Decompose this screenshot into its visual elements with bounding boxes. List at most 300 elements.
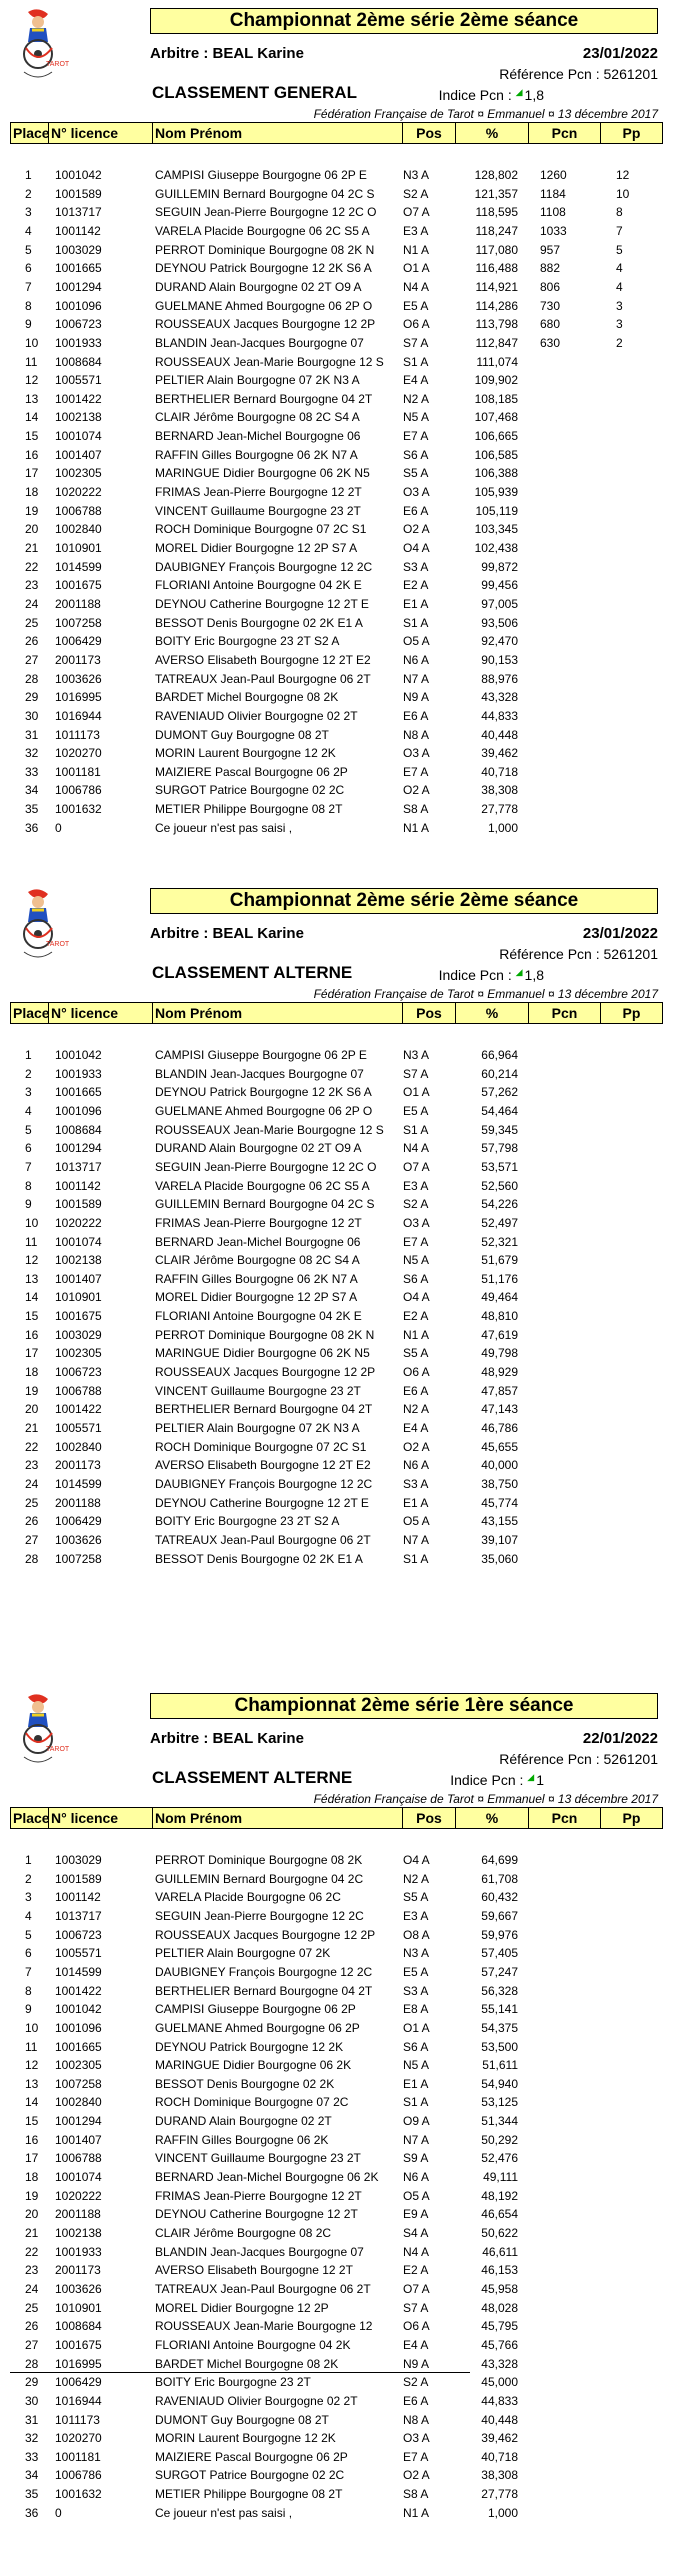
cell-licence: 1001665 xyxy=(55,1085,102,1100)
cell-place: 7 xyxy=(25,1964,32,1979)
cell-licence: 1020270 xyxy=(55,746,102,761)
cell-pos: N1 A xyxy=(403,2505,430,2520)
cell-licence: 1001407 xyxy=(55,447,102,462)
cell-licence: 1003029 xyxy=(55,1327,102,1342)
table-row xyxy=(0,1550,678,1568)
cell-nom: METIER Philippe Bourgogne 08 2T xyxy=(155,2487,343,2502)
table-row xyxy=(0,632,678,650)
table-row xyxy=(0,185,678,203)
table-row xyxy=(0,781,678,799)
cell-pct: 51,611 xyxy=(482,2058,518,2073)
cell-place: 6 xyxy=(25,1141,32,1156)
cell-pos: N7 A xyxy=(403,1532,430,1547)
cell-licence: 1002840 xyxy=(55,2095,102,2110)
cell-licence: 1003029 xyxy=(55,1853,102,1867)
table-row xyxy=(0,1982,678,2000)
cell-pct: 54,226 xyxy=(481,1197,518,1212)
cell-licence: 1010901 xyxy=(55,1290,102,1305)
cell-nom: SURGOT Patrice Bourgogne 02 2C xyxy=(155,783,345,798)
cell-nom: PELTIER Alain Bourgogne 07 2K xyxy=(155,1946,331,1961)
table-row xyxy=(0,819,678,837)
cell-pos: S2 A xyxy=(403,186,429,201)
cell-nom: FRIMAS Jean-Pierre Bourgogne 12 2T xyxy=(155,1215,362,1230)
cell-nom: PERROT Dominique Bourgogne 08 2K xyxy=(155,1853,363,1867)
cell-licence: 1001675 xyxy=(55,1309,102,1324)
cell-pct: 109,902 xyxy=(474,373,518,388)
cell-nom: ROUSSEAUX Jean-Marie Bourgogne 12 xyxy=(155,2319,373,2334)
table-row xyxy=(0,1400,678,1418)
table-row xyxy=(0,166,678,184)
cell-place: 28 xyxy=(25,1551,39,1566)
header-pct: % xyxy=(456,1808,529,1828)
cell-licence: 1001042 xyxy=(55,168,102,182)
table-row xyxy=(0,2504,678,2522)
cell-pos: E9 A xyxy=(403,2207,429,2222)
table-row xyxy=(0,2448,678,2466)
cell-pos: O9 A xyxy=(403,2114,430,2129)
cell-licence: 1001632 xyxy=(55,2487,102,2502)
cell-licence: 1001589 xyxy=(55,1197,102,1212)
cell-pos: E2 A xyxy=(403,1309,429,1324)
table-row xyxy=(0,1888,678,1906)
cell-pcn: 630 xyxy=(540,335,561,350)
cell-pcn: 1033 xyxy=(540,223,567,238)
cell-place: 19 xyxy=(25,2188,39,2203)
cell-licence: 1020222 xyxy=(55,485,102,499)
table-row xyxy=(0,2392,678,2410)
cell-licence: 1001632 xyxy=(55,802,102,817)
cell-place: 20 xyxy=(25,1402,39,1417)
cell-pct: 99,872 xyxy=(481,559,518,574)
cell-licence: 1006788 xyxy=(55,2151,102,2166)
cell-nom: RAFFIN Gilles Bourgogne 06 2K xyxy=(155,2132,329,2147)
cell-pos: N7 A xyxy=(403,2132,430,2147)
divider xyxy=(10,2372,470,2373)
cell-place: 3 xyxy=(25,1085,32,1100)
cell-place: 11 xyxy=(25,1234,38,1249)
cell-pct: 56,328 xyxy=(481,1983,518,1998)
cell-pct: 50,292 xyxy=(481,2132,518,2147)
header-place: Place xyxy=(13,1005,50,1021)
cell-pct: 38,308 xyxy=(481,2468,518,2483)
indice-pcn xyxy=(439,87,544,103)
cell-licence: 1001422 xyxy=(55,1402,102,1417)
cell-pct: 60,432 xyxy=(481,1890,518,1905)
cell-licence: 1001096 xyxy=(55,2020,102,2035)
cell-nom: FRIMAS Jean-Pierre Bourgogne 12 2T xyxy=(155,485,362,499)
cell-nom: SEGUIN Jean-Pierre Bourgogne 12 2C O xyxy=(155,205,377,220)
cell-pos: N2 A xyxy=(403,391,430,406)
cell-pct: 116,488 xyxy=(475,261,518,276)
table-row xyxy=(0,558,678,576)
indice-label: Indice Pcn : xyxy=(450,1772,524,1788)
table-row xyxy=(0,2075,678,2093)
cell-licence: 1005571 xyxy=(55,1421,102,1435)
cell-licence: 1001589 xyxy=(55,1871,102,1886)
cell-nom: FLORIANI Antoine Bourgogne 04 2K E xyxy=(155,1309,362,1324)
cell-licence: 1001294 xyxy=(55,279,102,294)
table-row xyxy=(0,2280,678,2298)
cell-licence: 1005571 xyxy=(55,373,102,388)
cell-nom: BARDET Michel Bourgogne 08 2K xyxy=(155,690,339,705)
indice-value: 1 xyxy=(536,1772,544,1788)
cell-nom: ROUSSEAUX Jacques Bourgogne 12 2P xyxy=(155,1927,376,1942)
cell-pos: E1 A xyxy=(403,2076,429,2091)
cell-place: 33 xyxy=(25,764,39,779)
section-title: Championnat 2ème série 1ère séance xyxy=(150,1693,658,1719)
cell-nom: ROCH Dominique Bourgogne 07 2C xyxy=(155,2095,349,2110)
cell-place: 30 xyxy=(25,708,39,723)
cell-place: 6 xyxy=(25,1946,32,1961)
classement-type: CLASSEMENT ALTERNE xyxy=(152,963,353,982)
cell-licence: 1006429 xyxy=(55,634,102,649)
cell-nom: BESSOT Denis Bourgogne 02 2K E1 A xyxy=(155,1551,363,1566)
cell-nom: GUILLEMIN Bernard Bourgogne 04 2C S xyxy=(155,186,375,201)
cell-pp: 4 xyxy=(616,261,623,276)
section-title: Championnat 2ème série 2ème séance xyxy=(150,888,658,914)
cell-pos: N3 A xyxy=(403,1946,430,1961)
cell-nom: DEYNOU Patrick Bourgogne 12 2K S6 A xyxy=(155,1085,372,1100)
cell-place: 36 xyxy=(25,2505,39,2520)
cell-licence: 1002840 xyxy=(55,522,102,537)
cell-pct: 105,939 xyxy=(474,485,518,499)
cell-pos: S2 A xyxy=(403,2375,429,2390)
cell-pct: 106,665 xyxy=(474,429,518,444)
cell-pos: N5 A xyxy=(403,2058,430,2073)
cell-pct: 39,462 xyxy=(481,2431,518,2446)
cell-nom: AVERSO Elisabeth Bourgogne 12 2T E2 xyxy=(155,652,371,667)
cell-place: 12 xyxy=(25,1253,39,1268)
table-row xyxy=(0,1307,678,1325)
table-row xyxy=(0,2243,678,2261)
cell-pos: O5 A xyxy=(403,634,430,649)
cell-licence: 1010901 xyxy=(55,2300,102,2315)
cell-place: 11 xyxy=(25,354,38,369)
cell-pct: 57,405 xyxy=(481,1946,518,1961)
cell-place: 9 xyxy=(25,317,32,332)
cell-pct: 47,857 xyxy=(481,1383,518,1398)
cell-licence: 1001675 xyxy=(55,2337,102,2352)
cell-nom: ROUSSEAUX Jacques Bourgogne 12 2P xyxy=(155,1365,376,1379)
cell-pct: 1,000 xyxy=(487,820,518,835)
table-row xyxy=(0,1382,678,1400)
table-row xyxy=(0,726,678,744)
cell-nom: BERNARD Jean-Michel Bourgogne 06 2K xyxy=(155,2170,379,2184)
cell-licence: 1003626 xyxy=(55,1532,102,1547)
cell-nom: BERTHELIER Bernard Bourgogne 04 2T xyxy=(155,1983,373,1998)
cell-licence: 2001173 xyxy=(55,2263,101,2278)
cell-place: 3 xyxy=(25,1890,32,1905)
cell-pct: 99,456 xyxy=(481,578,518,593)
cell-place: 16 xyxy=(25,2132,39,2147)
cell-place: 24 xyxy=(25,2282,39,2296)
cell-place: 19 xyxy=(25,503,39,518)
cell-place: 4 xyxy=(25,223,32,238)
cell-licence: 1003626 xyxy=(55,671,102,686)
table-row xyxy=(0,539,678,557)
cell-nom: VARELA Placide Bourgogne 06 2C xyxy=(155,1890,341,1905)
cell-pct: 49,111 xyxy=(483,2170,518,2184)
cell-licence: 1001096 xyxy=(55,298,102,313)
cell-nom: CAMPISI Giuseppe Bourgogne 06 2P E xyxy=(155,1048,367,1062)
cell-pct: 45,795 xyxy=(481,2319,518,2334)
cell-licence: 1001142 xyxy=(55,223,101,238)
table-row xyxy=(0,222,678,240)
cell-licence: 1007258 xyxy=(55,615,102,630)
cell-pct: 48,929 xyxy=(481,1365,518,1379)
federation-credit: Fédération Française de Tarot ¤ Emmanuel ¤ 13 décembre 2017 xyxy=(313,987,658,1001)
cell-licence: 1002305 xyxy=(55,1346,102,1361)
cell-place: 29 xyxy=(25,2375,39,2390)
cell-pos: S6 A xyxy=(403,2039,429,2054)
cell-pos: S1 A xyxy=(403,354,429,369)
cell-pct: 57,798 xyxy=(481,1141,518,1156)
cell-pos: N9 A xyxy=(403,2356,430,2371)
table-row xyxy=(0,2317,678,2335)
table-row xyxy=(0,1214,678,1232)
table-row xyxy=(0,1851,678,1869)
header-pp: Pp xyxy=(622,1005,641,1021)
cell-place: 17 xyxy=(25,1346,39,1361)
cell-pct: 106,585 xyxy=(474,447,518,462)
cell-nom: SEGUIN Jean-Pierre Bourgogne 12 2C O xyxy=(155,1159,377,1174)
cell-pos: N1 A xyxy=(403,820,430,835)
table-row xyxy=(0,297,678,315)
table-row xyxy=(0,2299,678,2317)
cell-licence: 1001933 xyxy=(55,2244,102,2259)
cell-pct: 61,708 xyxy=(481,1871,518,1886)
cell-pos: E2 A xyxy=(403,2263,429,2278)
header-pos: Pos xyxy=(403,123,456,143)
cell-pos: S3 A xyxy=(403,1477,429,1491)
cell-nom: GUELMANE Ahmed Bourgogne 06 2P xyxy=(155,2020,360,2035)
table-row xyxy=(0,2093,678,2111)
cell-nom: GUELMANE Ahmed Bourgogne 06 2P O xyxy=(155,298,373,313)
cell-nom: DAUBIGNEY François Bourgogne 12 2C xyxy=(155,1477,373,1491)
header-pos: Pos xyxy=(403,1003,456,1023)
cell-place: 16 xyxy=(25,447,39,462)
table-row xyxy=(0,1907,678,1925)
cell-pct: 108,185 xyxy=(474,391,518,406)
cell-pos: S5 A xyxy=(403,1346,429,1361)
cell-place: 5 xyxy=(25,242,32,257)
cell-pcn: 680 xyxy=(540,317,561,332)
cell-pos: E5 A xyxy=(403,1103,429,1118)
cell-nom: RAVENIAUD Olivier Bourgogne 02 2T xyxy=(155,2393,358,2408)
cell-pos: N2 A xyxy=(403,1871,430,1886)
cell-nom: DURAND Alain Bourgogne 02 2T O9 A xyxy=(155,1141,362,1156)
cell-licence: 1008684 xyxy=(55,354,102,369)
cell-pos: O1 A xyxy=(403,2020,430,2035)
cell-pct: 47,143 xyxy=(481,1402,518,1417)
cell-licence: 1001181 xyxy=(55,2449,101,2464)
arbitre-label: Arbitre : BEAL Karine xyxy=(150,1730,304,1747)
cell-nom: BOITY Eric Bourgogne 23 2T xyxy=(155,2375,311,2390)
cell-nom: SURGOT Patrice Bourgogne 02 2C xyxy=(155,2468,345,2483)
table-row xyxy=(0,1926,678,1944)
cell-licence: 1020222 xyxy=(55,1215,102,1230)
cell-pct: 48,028 xyxy=(481,2300,518,2315)
cell-pct: 46,153 xyxy=(481,2263,518,2278)
cell-licence: 1003626 xyxy=(55,2282,102,2296)
cell-pos: O4 A xyxy=(403,1853,430,1867)
cell-pos: O2 A xyxy=(403,1439,430,1454)
cell-pct: 38,750 xyxy=(481,1477,518,1491)
cell-licence: 1001042 xyxy=(55,2002,102,2017)
cell-pct: 51,344 xyxy=(481,2114,518,2129)
cell-place: 8 xyxy=(25,1178,32,1193)
table-row xyxy=(0,1270,678,1288)
table-row xyxy=(0,1158,678,1176)
cell-nom: RAFFIN Gilles Bourgogne 06 2K N7 A xyxy=(155,447,358,462)
table-row xyxy=(0,502,678,520)
cell-nom: VINCENT Guillaume Bourgogne 23 2T xyxy=(155,1383,361,1398)
cell-place: 2 xyxy=(25,186,32,201)
cell-marker-icon: ◢ xyxy=(515,87,523,97)
cell-pos: S6 A xyxy=(403,1271,429,1286)
header-place: Place xyxy=(13,125,50,141)
cell-place: 31 xyxy=(25,727,39,742)
table-row xyxy=(0,315,678,333)
table-row xyxy=(0,1065,678,1083)
cell-place: 25 xyxy=(25,2300,39,2315)
cell-licence: 1001042 xyxy=(55,1048,102,1062)
cell-pct: 53,500 xyxy=(481,2039,518,2054)
cell-nom: FLORIANI Antoine Bourgogne 04 2K E xyxy=(155,578,362,593)
table-row xyxy=(0,2168,678,2186)
cell-pos: N4 A xyxy=(403,2244,430,2259)
svg-text:TAROT: TAROT xyxy=(46,1746,70,1753)
cell-pct: 54,464 xyxy=(481,1103,518,1118)
cell-place: 21 xyxy=(25,541,39,555)
table-row xyxy=(0,1531,678,1549)
cell-place: 18 xyxy=(25,1365,39,1379)
cell-licence: 1002305 xyxy=(55,2058,102,2073)
cell-nom: GUELMANE Ahmed Bourgogne 06 2P O xyxy=(155,1103,373,1118)
cell-pos: E3 A xyxy=(403,1178,429,1193)
cell-nom: BERTHELIER Bernard Bourgogne 04 2T xyxy=(155,391,373,406)
cell-pos: N6 A xyxy=(403,2170,430,2184)
cell-place: 20 xyxy=(25,2207,39,2222)
cell-pct: 46,611 xyxy=(482,2244,518,2259)
federation-credit: Fédération Française de Tarot ¤ Emmanuel ¤ 13 décembre 2017 xyxy=(313,1792,658,1806)
cell-pct: 50,622 xyxy=(481,2226,518,2240)
cell-pct: 53,125 xyxy=(481,2095,518,2110)
cell-licence: 0 xyxy=(55,820,62,835)
cell-nom: MARINGUE Didier Bourgogne 06 2K N5 xyxy=(155,1346,370,1361)
cell-place: 5 xyxy=(25,1122,32,1137)
cell-pct: 49,798 xyxy=(481,1346,518,1361)
cell-place: 15 xyxy=(25,1309,39,1324)
cell-licence: 1007258 xyxy=(55,1551,102,1566)
cell-place: 26 xyxy=(25,1514,39,1529)
cell-pp: 10 xyxy=(616,186,630,201)
cell-pct: 43,328 xyxy=(481,2356,518,2371)
cell-pct: 59,976 xyxy=(481,1927,518,1942)
cell-pos: E7 A xyxy=(403,764,429,779)
cell-licence: 1006788 xyxy=(55,1383,102,1398)
cell-place: 4 xyxy=(25,1103,32,1118)
cell-pct: 48,192 xyxy=(481,2188,518,2203)
table-row xyxy=(0,464,678,482)
cell-pct: 59,667 xyxy=(481,1908,518,1923)
cell-nom: MOREL Didier Bourgogne 12 2P S7 A xyxy=(155,1290,358,1305)
cell-pp: 2 xyxy=(616,335,623,350)
cell-place: 13 xyxy=(25,391,39,406)
federation-credit: Fédération Française de Tarot ¤ Emmanuel ¤ 13 décembre 2017 xyxy=(313,107,658,121)
cell-pos: S3 A xyxy=(403,1983,429,1998)
cell-pos: E7 A xyxy=(403,1234,429,1249)
cell-nom: Ce joueur n'est pas saisi , xyxy=(155,2505,293,2520)
cell-place: 27 xyxy=(25,2337,39,2352)
header-pcn: Pcn xyxy=(529,1003,601,1023)
cell-place: 10 xyxy=(25,2020,39,2035)
cell-place: 13 xyxy=(25,1271,39,1286)
cell-pos: N3 A xyxy=(403,168,430,182)
cell-pct: 114,921 xyxy=(475,279,518,294)
table-row xyxy=(0,2056,678,2074)
cell-licence: 2001188 xyxy=(55,1495,101,1510)
cell-nom: ROCH Dominique Bourgogne 07 2C S1 xyxy=(155,1439,367,1454)
cell-place: 9 xyxy=(25,2002,32,2017)
cell-pos: S5 A xyxy=(403,466,429,481)
cell-pos: E2 A xyxy=(403,578,429,593)
header-nom: Nom Prénom xyxy=(153,1003,403,1023)
cell-place: 22 xyxy=(25,2244,39,2259)
cell-pct: 40,718 xyxy=(481,2449,518,2464)
cell-nom: CAMPISI Giuseppe Bourgogne 06 2P xyxy=(155,2002,356,2017)
cell-pos: S3 A xyxy=(403,559,429,574)
cell-licence: 1001422 xyxy=(55,391,102,406)
cell-licence: 1016995 xyxy=(55,2356,102,2371)
cell-licence: 1001407 xyxy=(55,1271,102,1286)
cell-place: 10 xyxy=(25,335,39,350)
cell-nom: PELTIER Alain Bourgogne 07 2K N3 A xyxy=(155,373,360,388)
cell-nom: CAMPISI Giuseppe Bourgogne 06 2P E xyxy=(155,168,367,182)
table-row xyxy=(0,1251,678,1269)
cell-place: 21 xyxy=(25,2226,39,2240)
table-row xyxy=(0,1870,678,1888)
cell-pct: 105,119 xyxy=(475,503,518,518)
cell-pct: 52,476 xyxy=(481,2151,518,2166)
cell-pos: E6 A xyxy=(403,503,429,518)
arbitre-label: Arbitre : BEAL Karine xyxy=(150,925,304,942)
table-row xyxy=(0,2149,678,2167)
cell-licence: 1001665 xyxy=(55,2039,102,2054)
table-row xyxy=(0,688,678,706)
cell-pcn: 1260 xyxy=(540,168,567,182)
cell-nom: BLANDIN Jean-Jacques Bourgogne 07 xyxy=(155,1066,364,1081)
cell-pct: 93,506 xyxy=(481,615,518,630)
cell-pct: 45,655 xyxy=(481,1439,518,1454)
cell-pos: E8 A xyxy=(403,2002,429,2017)
table-row xyxy=(0,1326,678,1344)
cell-nom: TATREAUX Jean-Paul Bourgogne 06 2T xyxy=(155,2282,371,2296)
cell-pos: S6 A xyxy=(403,447,429,462)
table-row xyxy=(0,353,678,371)
cell-pct: 35,060 xyxy=(481,1551,518,1566)
cell-pos: S1 A xyxy=(403,1551,429,1566)
cell-pct: 59,345 xyxy=(481,1122,518,1137)
table-row xyxy=(0,1475,678,1493)
cell-pct: 52,497 xyxy=(481,1215,518,1230)
cell-pos: S7 A xyxy=(403,2300,429,2315)
header-pp: Pp xyxy=(622,1810,641,1826)
cell-place: 31 xyxy=(25,2412,39,2427)
cell-pct: 88,976 xyxy=(481,671,518,686)
cell-place: 29 xyxy=(25,690,39,705)
header-licence: N° licence xyxy=(49,1808,153,1828)
